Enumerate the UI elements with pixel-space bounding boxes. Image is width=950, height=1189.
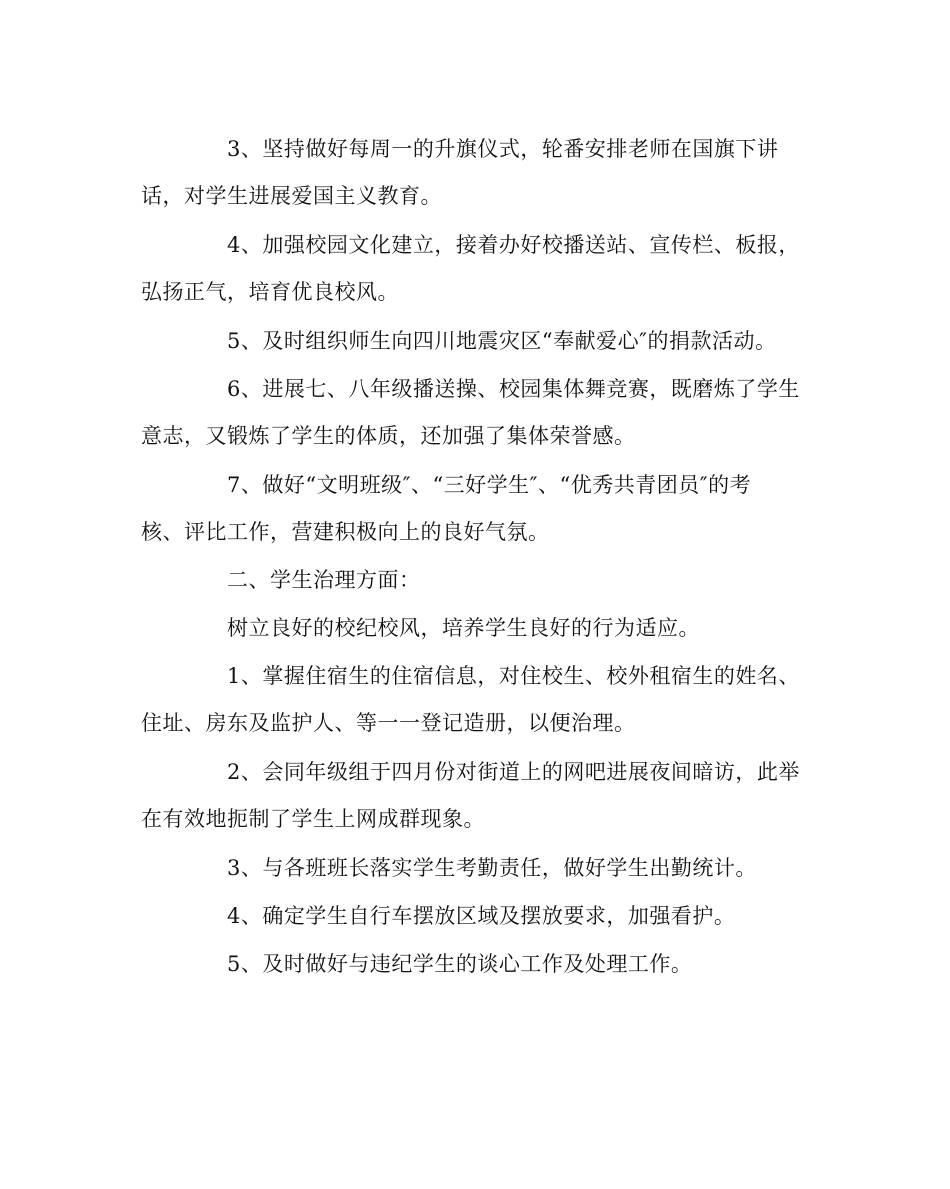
section-heading-student-management	[141, 557, 811, 604]
paragraph-line: 3、与各班班长落实学生考勤责任，做好学生出勤统计。	[227, 856, 757, 880]
paragraph-attendance	[141, 845, 811, 892]
paragraph-line: 住址、房东及监护人、等一一登记造册，以便治理。	[141, 711, 636, 735]
paragraph-line: 核、评比工作，营建积极向上的良好气氛。	[141, 520, 550, 544]
paragraph-internet-cafe-check	[141, 749, 811, 843]
paragraph-exercise-contest	[141, 366, 811, 460]
paragraph-donation	[141, 318, 811, 365]
paragraph-school-discipline	[141, 605, 811, 652]
paragraph-line: 二、学生治理方面：	[227, 568, 421, 592]
paragraph-line: 7、做好“文明班级″、“三好学生″、“优秀共青团员″的考	[227, 473, 752, 497]
paragraph-line: 2、会同年级组于四月份对街道上的网吧进展夜间暗访，此举	[227, 760, 800, 784]
paragraph-flag-ceremony	[141, 126, 811, 220]
paragraph-evaluation	[141, 462, 811, 556]
paragraph-line: 1、掌握住宿生的住宿信息，对住校生、校外租宿生的姓名、	[227, 664, 800, 688]
paragraph-line: 树立良好的校纪校风，培养学生良好的行为适应。	[227, 616, 700, 640]
paragraph-line: 话，对学生进展爱国主义教育。	[141, 184, 442, 208]
paragraph-line: 弘扬正气，培育优良校风。	[141, 280, 399, 304]
paragraph-bicycle-parking	[141, 893, 811, 940]
paragraph-line: 6、进展七、八年级播送操、校园集体舞竞赛，既磨炼了学生	[227, 377, 800, 401]
paragraph-boarding-info	[141, 653, 811, 747]
paragraph-line: 4、加强校园文化建立，接着办好校播送站、宣传栏、板报，	[227, 233, 800, 257]
paragraph-line: 3、坚持做好每周一的升旗仪式，轮番安排老师在国旗下讲	[227, 137, 779, 161]
paragraph-line: 在有效地扼制了学生上网成群现象。	[141, 807, 485, 831]
paragraph-line: 5、及时做好与违纪学生的谈心工作及处理工作。	[227, 952, 693, 976]
paragraph-counseling	[141, 941, 811, 988]
paragraph-campus-culture	[141, 222, 811, 316]
paragraph-line: 5、及时组织师生向四川地震灾区“奉献爱心″的捐款活动。	[227, 329, 777, 353]
paragraph-line: 4、确定学生自行车摆放区域及摆放要求，加强看护。	[227, 904, 736, 928]
paragraph-line: 意志，又锻炼了学生的体质，还加强了集体荣誉感。	[141, 424, 636, 448]
